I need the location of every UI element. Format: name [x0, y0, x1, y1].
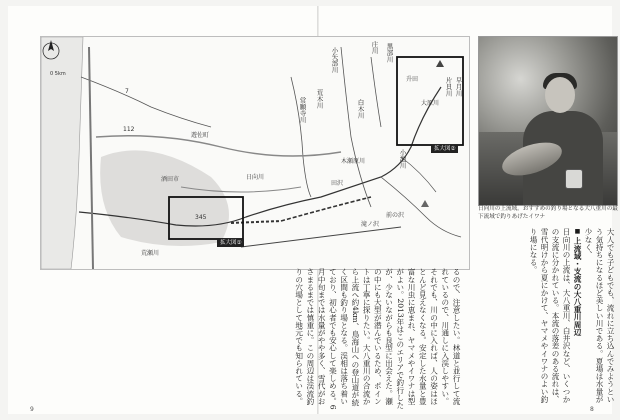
photo-caption: 日向川の上流域。おすすめの釣り場となる大八重川の最下流域で釣りあげたイワナ [478, 206, 618, 220]
town-label: 遊佐町 [191, 132, 210, 139]
callout-inset-2: 拡大図② [431, 145, 458, 153]
route-label: 7 [125, 88, 129, 95]
river-label: 庄川 [370, 41, 379, 54]
river-label: 日向川 [246, 174, 265, 181]
river-map [40, 36, 470, 270]
right-page-number: 8 [590, 406, 594, 413]
left-page-text: るので、注意したい。林道と並行して流れているので、川通しに入渓しやすい。それでも、川の中に入れば、人の姿はほとんど見えなくなる。安定した水量と豊富な川虫に恵まれ、ヤマメやイワナは型がよい。2013年はこのエリアで釣行したが、少ないながらも良型に出会えた。瀬の中にも大型が潜んでいるため、ポイントは丁寧に探りたい。大八重川の合流から上流へ約4km、鳥海山への登山道が続く区間も釣り場となる。渓相は落ち着いており、初心者でも安心して楽しめる。6月中旬までは水量がやや多く、雪代がおさまるまでは慎重に。この周辺は渓流釣りの穴場として地元でも知られている。 [294, 268, 461, 410]
river-label: 大原川 [421, 100, 440, 107]
river-label: 小矢部川 [330, 47, 339, 73]
section-body: 日向川の上流は、大八重川、白井沢など、いくつかの支流に分かれている。本流の落差のある流れは、雪代明けから夏にかけて、ヤマメやイワナのよい釣り場になる。 [529, 228, 571, 403]
town-label: 酒田市 [161, 176, 180, 183]
river-label: 常願寺川 [298, 97, 307, 123]
river-label: 片貝川 [444, 77, 453, 97]
angler-photo [478, 36, 618, 206]
route-label: 345 [195, 214, 207, 221]
left-page-number: 9 [30, 406, 34, 413]
river-label: 滝ノ沢 [361, 221, 380, 228]
river-label: 荒瀬川 [141, 250, 160, 257]
intro-text: 大人でも子どもでも、流れに立ち込んでみようという気持ちになるほど美しい川である。夏場は水量が少なく、 [584, 228, 615, 403]
river-label: 早月川 [454, 77, 463, 97]
river-label: 前の沢 [386, 212, 405, 219]
callout-inset-1: 拡大図① [217, 239, 244, 247]
section-heading: ■ 上流域・支流の大八重川周辺 [572, 228, 583, 410]
river-label: 木瀬原川 [341, 158, 366, 165]
river-label: 小池川 [398, 149, 407, 169]
town-label: 田沢 [331, 180, 344, 187]
river-label: 黒部川 [385, 43, 394, 63]
route-label: 112 [123, 126, 135, 133]
map-scale: 0 5km [50, 71, 66, 77]
river-label: 荒木川 [315, 89, 324, 109]
book-spread [8, 6, 618, 414]
north-arrow-icon [41, 37, 61, 65]
town-label: 升田 [406, 76, 419, 83]
right-page-text [516, 228, 616, 410]
river-label: 白木川 [356, 99, 365, 119]
reel-image [565, 169, 583, 189]
